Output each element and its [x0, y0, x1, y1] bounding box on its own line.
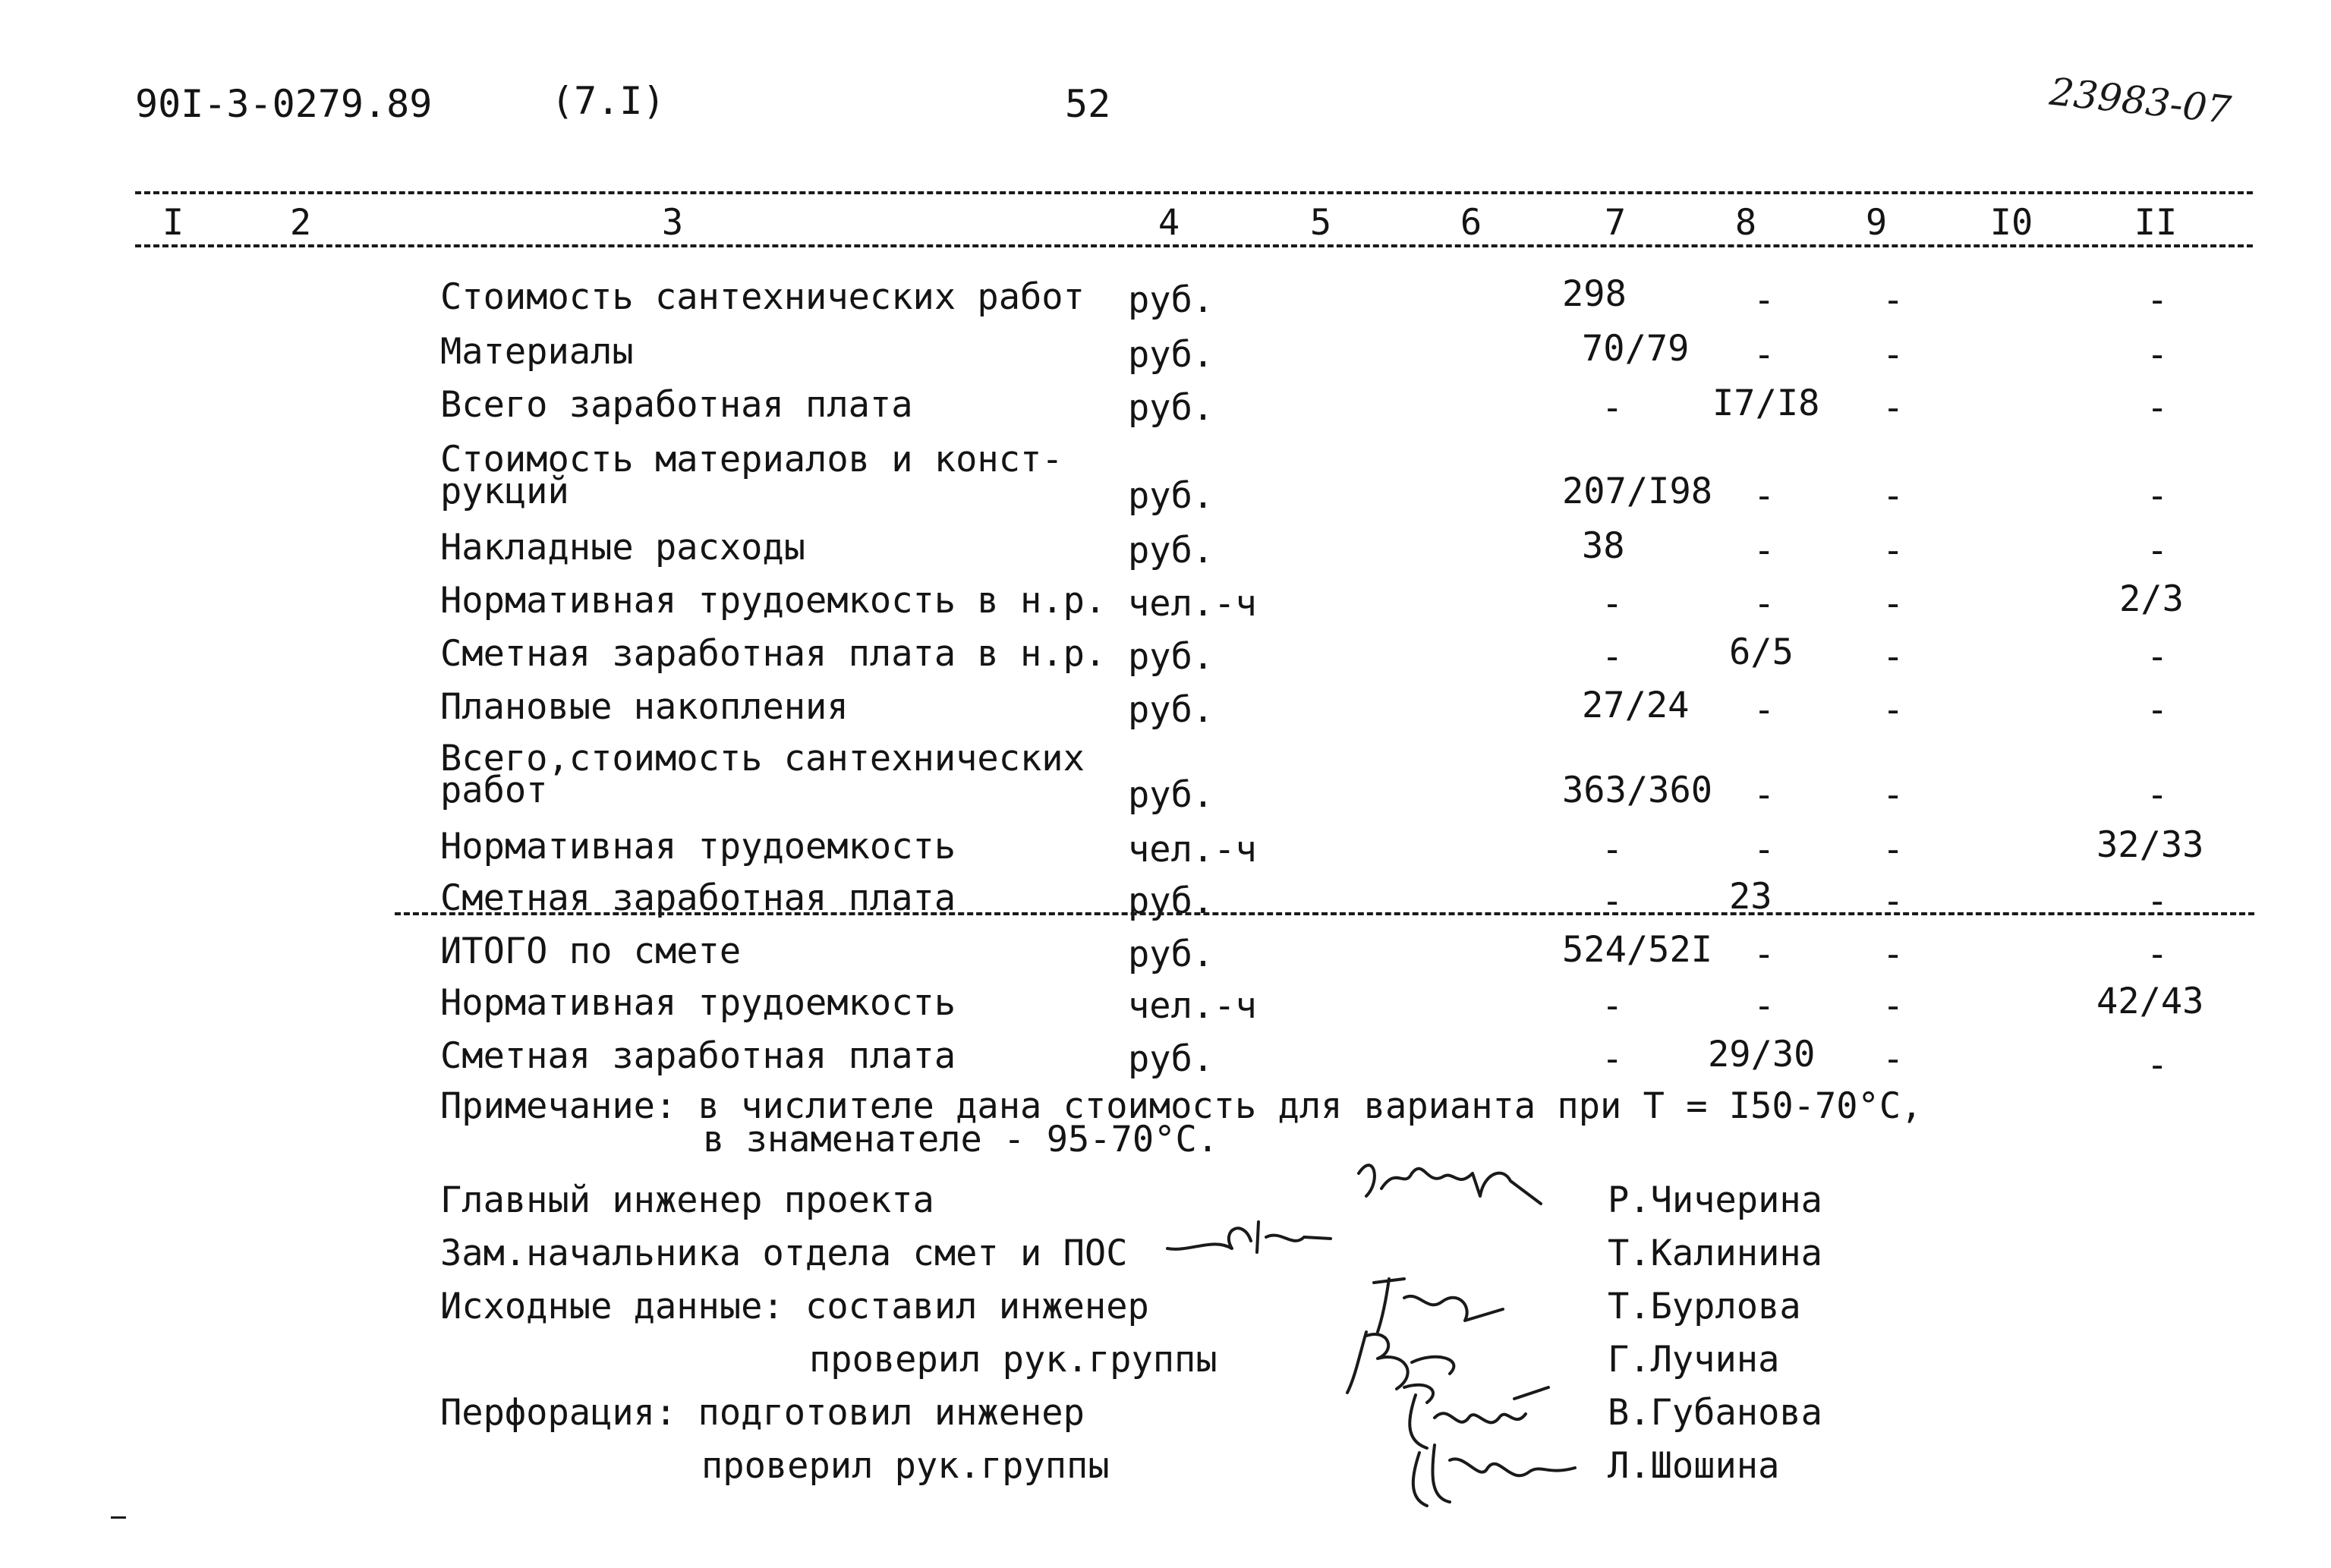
- row-col9: -: [1882, 583, 1904, 625]
- row-col8: -: [1753, 530, 1775, 571]
- row-col7: -: [1602, 880, 1624, 922]
- row-col7: 298: [1562, 273, 1627, 315]
- row-col8: -: [1753, 279, 1775, 321]
- signature-role: проверил рук.группы: [809, 1339, 1217, 1381]
- row-name: Накладные расходы: [440, 527, 806, 568]
- column-header-8: 8: [1734, 202, 1757, 244]
- column-header-3: 3: [661, 202, 684, 244]
- row-col8: 23: [1729, 876, 1772, 918]
- row-col8: I7/I8: [1712, 383, 1820, 424]
- row-col8: -: [1753, 774, 1775, 816]
- row-col11: -: [2147, 880, 2169, 922]
- row-unit: руб.: [1128, 774, 1214, 816]
- row-col8: -: [1753, 829, 1775, 871]
- row-col7: -: [1602, 387, 1624, 429]
- column-header-5: 5: [1309, 202, 1332, 244]
- row-unit: руб.: [1128, 530, 1214, 571]
- row-col11: -: [2147, 774, 2169, 816]
- column-header-4: 4: [1158, 202, 1180, 244]
- row-col9: -: [1882, 934, 1904, 975]
- row-col9: -: [1882, 985, 1904, 1027]
- row-unit: руб.: [1128, 934, 1214, 975]
- row-name-continued: работ: [440, 770, 548, 811]
- row-unit: чел.-ч: [1128, 985, 1257, 1027]
- row-col11: -: [2147, 279, 2169, 321]
- row-col8: -: [1753, 583, 1775, 625]
- row-unit: руб.: [1128, 1038, 1214, 1080]
- row-col9: -: [1882, 829, 1904, 871]
- row-col7: -: [1602, 829, 1624, 871]
- signature-role: проверил рук.группы: [701, 1445, 1110, 1487]
- row-col7: 70/79: [1582, 328, 1690, 370]
- row-name: ИТОГО по смете: [440, 930, 742, 972]
- section-number: (7.I): [551, 79, 666, 123]
- column-header-7: 7: [1604, 202, 1627, 244]
- row-col11: 42/43: [2096, 981, 2204, 1022]
- row-col9: -: [1882, 530, 1904, 571]
- header-top-rule: [135, 191, 2253, 194]
- row-col11: 2/3: [2119, 578, 2184, 620]
- row-unit: руб.: [1128, 636, 1214, 678]
- row-name: Материалы: [440, 331, 634, 373]
- column-header-10: I0: [1989, 202, 2033, 244]
- signature-role: Главный инженер проекта: [440, 1179, 934, 1221]
- row-unit: руб.: [1128, 334, 1214, 376]
- row-col11: -: [2147, 530, 2169, 571]
- row-col9: -: [1882, 475, 1904, 517]
- column-header-2: 2: [289, 202, 312, 244]
- row-col7: -: [1602, 985, 1624, 1027]
- margin-mark: [111, 1516, 126, 1519]
- row-col11: -: [2147, 387, 2169, 429]
- row-unit: руб.: [1128, 689, 1214, 731]
- handwritten-signature: [1351, 1143, 1548, 1211]
- row-col8: 6/5: [1729, 631, 1794, 673]
- signature-role: Зам.начальника отдела смет и ПОС: [440, 1233, 1128, 1274]
- row-col7: 38: [1582, 525, 1625, 567]
- row-col7: 363/360: [1562, 770, 1713, 811]
- page-number: 52: [1065, 82, 1111, 126]
- header-bottom-rule: [135, 244, 2253, 247]
- row-col11: -: [2147, 1044, 2169, 1086]
- handwritten-archive-number: 23983-07: [2047, 69, 2233, 133]
- row-col8: -: [1753, 334, 1775, 376]
- row-name: Нормативная трудоемкость: [440, 826, 956, 867]
- column-header-11: II: [2134, 202, 2178, 244]
- row-col11: -: [2147, 689, 2169, 731]
- signatory-name: В.Губанова: [1608, 1392, 1822, 1434]
- row-col9: -: [1882, 689, 1904, 731]
- row-name: Нормативная трудоемкость в н.р.: [440, 580, 1107, 622]
- row-name: Сметная заработная плата: [440, 1035, 956, 1077]
- signature-role: Исходные данные: составил инженер: [440, 1286, 1149, 1327]
- signatory-name: Г.Лучина: [1608, 1339, 1780, 1381]
- row-unit: руб.: [1128, 475, 1214, 517]
- row-col9: -: [1882, 880, 1904, 922]
- row-col9: -: [1882, 387, 1904, 429]
- row-col9: -: [1882, 774, 1904, 816]
- row-name: Всего заработная плата: [440, 384, 913, 426]
- signatory-name: Л.Шошина: [1608, 1445, 1780, 1487]
- row-name: Нормативная трудоемкость: [440, 982, 956, 1024]
- row-col9: -: [1882, 334, 1904, 376]
- handwritten-signature: [1160, 1207, 1334, 1267]
- handwritten-signature: [1397, 1430, 1579, 1513]
- document-code: 90I-3-0279.89: [135, 82, 433, 126]
- row-unit: руб.: [1128, 279, 1214, 321]
- column-header-6: 6: [1460, 202, 1482, 244]
- row-col8: -: [1753, 689, 1775, 731]
- row-col11: -: [2147, 934, 2169, 975]
- row-unit: чел.-ч: [1128, 583, 1257, 625]
- row-col7: -: [1602, 583, 1624, 625]
- row-col9: -: [1882, 1038, 1904, 1080]
- row-name: Сметная заработная плата: [440, 877, 956, 919]
- row-col7: -: [1602, 636, 1624, 678]
- row-col11: -: [2147, 475, 2169, 517]
- row-unit: руб.: [1128, 880, 1214, 922]
- row-unit: руб.: [1128, 387, 1214, 429]
- column-header-9: 9: [1865, 202, 1888, 244]
- row-col11: -: [2147, 334, 2169, 376]
- row-name: Стоимость материалов и конст-: [440, 439, 1063, 480]
- signatory-name: Т.Калинина: [1608, 1233, 1822, 1274]
- row-name: Сметная заработная плата в н.р.: [440, 633, 1107, 675]
- row-col7: -: [1602, 1038, 1624, 1080]
- row-col9: -: [1882, 636, 1904, 678]
- row-col8: 29/30: [1708, 1034, 1816, 1075]
- row-col8: -: [1753, 475, 1775, 517]
- row-col9: -: [1882, 279, 1904, 321]
- row-name: Всего,стоимость сантехнических: [440, 738, 1085, 779]
- row-col7: 524/52I: [1562, 929, 1713, 971]
- row-col11: 32/33: [2096, 824, 2204, 866]
- row-col7: 27/24: [1582, 685, 1690, 726]
- row-col8: -: [1753, 934, 1775, 975]
- signatory-name: Р.Чичерина: [1608, 1179, 1822, 1221]
- signatory-name: Т.Бурлова: [1608, 1286, 1801, 1327]
- row-name: Стоимость сантехнических работ: [440, 276, 1085, 318]
- signature-role: Перфорация: подготовил инженер: [440, 1392, 1085, 1434]
- note-line-1: Примечание: в числителе дана стоимость для варианта при Т = I50-70°С,: [440, 1085, 1923, 1127]
- row-name-continued: рукций: [440, 471, 569, 512]
- note-line-2: в знаменателе - 95-70°С.: [703, 1119, 1219, 1160]
- subtotal-rule: [395, 912, 2254, 915]
- row-col8: -: [1753, 985, 1775, 1027]
- row-col7: 207/I98: [1562, 471, 1713, 512]
- row-name: Плановые накопления: [440, 686, 849, 728]
- column-header-1: I: [162, 202, 184, 244]
- row-unit: чел.-ч: [1128, 829, 1257, 871]
- row-col11: -: [2147, 636, 2169, 678]
